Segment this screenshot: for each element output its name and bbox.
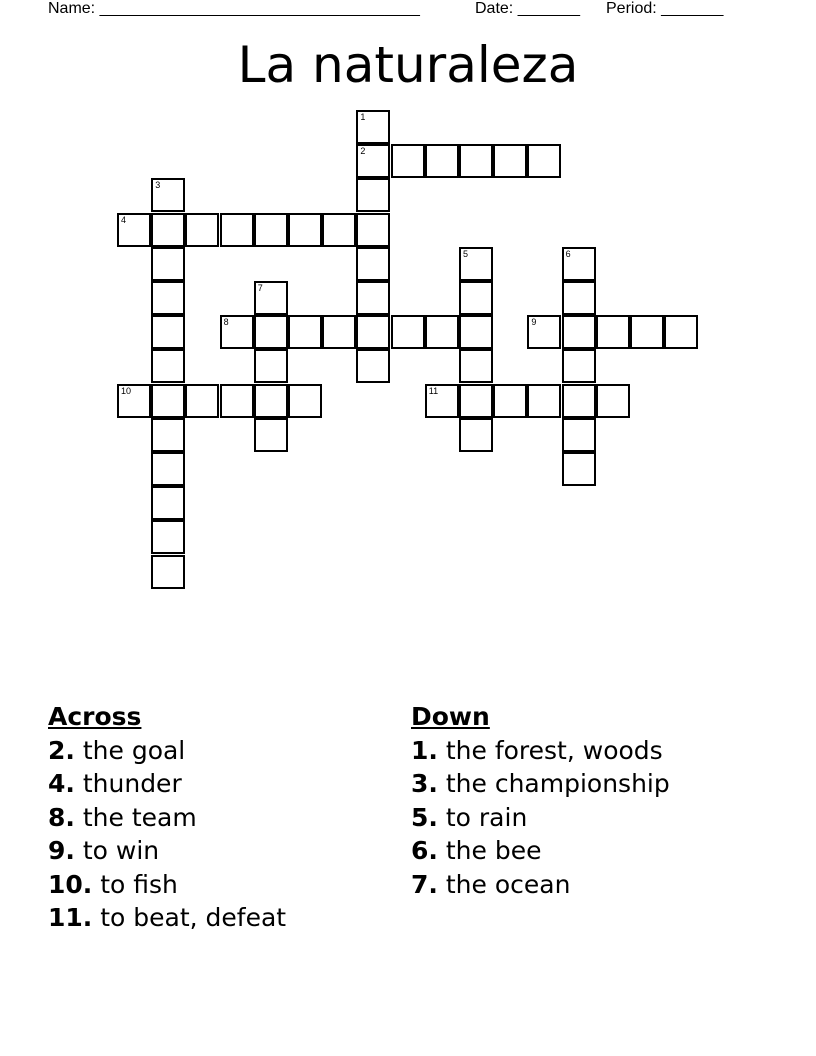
crossword-cell[interactable] [356,281,390,315]
clue-item-text: the championship [437,769,670,799]
crossword-cell[interactable] [151,555,185,589]
crossword-cell[interactable] [185,213,219,247]
crossword-cell[interactable] [185,384,219,418]
clue-number: 7 [257,283,263,293]
across-clue-list [48,734,388,934]
crossword-cell[interactable] [322,213,356,247]
crossword-cell[interactable] [356,178,390,212]
clue-item-number: 11. [48,903,93,933]
clue-item [48,901,388,934]
clue-item-number: 2. [48,736,75,765]
crossword-cell[interactable] [356,247,390,281]
crossword-cell[interactable] [596,384,630,418]
crossword-cell[interactable] [151,178,185,212]
clue-item-text: to win [74,836,160,866]
crossword-cell[interactable] [459,281,493,315]
crossword-cell[interactable] [151,418,185,452]
crossword-cell[interactable] [562,247,596,281]
clue-item-number: 8. [48,802,75,832]
crossword-cell[interactable] [151,281,185,315]
crossword-cell[interactable] [391,144,425,178]
crossword-cell[interactable] [151,247,185,281]
crossword-cell[interactable] [630,315,664,349]
clue-number: 11 [428,385,439,396]
crossword-cell[interactable] [288,315,322,349]
crossword-cell[interactable] [254,418,288,452]
clue-item [48,801,388,834]
clue-item-number: 4. [48,769,75,799]
crossword-cell[interactable] [562,418,596,452]
crossword-cell[interactable] [117,384,151,418]
crossword-cell[interactable] [562,452,596,486]
crossword-cell[interactable] [664,315,698,349]
clue-item-number: 5. [411,802,438,832]
clue-item-text: the bee [437,836,542,866]
clue-item-text: the team [74,802,197,832]
down-clues [411,700,791,901]
clue-number: 4 [121,214,127,225]
crossword-cell[interactable] [459,418,493,452]
crossword-cell[interactable] [151,520,185,554]
clue-number: 3 [155,180,161,191]
crossword-cell[interactable] [596,315,630,349]
crossword-cell[interactable] [459,144,493,178]
clue-item [48,734,388,767]
name-field: Name: ____________________________________ [48,0,420,17]
clue-item-number: 9. [48,836,75,866]
clue-item-number: 6. [411,836,438,866]
clue-item-text: to beat, defeat [92,903,287,933]
crossword-cell[interactable] [254,384,288,418]
crossword-cell[interactable] [459,349,493,383]
clue-number: 9 [531,317,537,328]
crossword-cell[interactable] [356,110,390,144]
page-title: La naturaleza [237,36,579,94]
clue-item-text: the goal [74,736,186,765]
clue-item-text: the ocean [437,869,571,899]
clue-number: 10 [121,385,132,396]
clue-item-number: 7. [411,869,438,899]
clue-item-text: the forest, woods [437,736,663,765]
crossword-cell[interactable] [356,213,390,247]
clue-number: 1 [360,112,366,122]
clue-number: 5 [463,248,469,259]
crossword-cell[interactable] [151,213,185,247]
crossword-cell[interactable] [391,315,425,349]
clue-item-text: thunder [74,769,182,799]
crossword-cell[interactable] [322,315,356,349]
crossword-cell[interactable] [356,315,390,349]
crossword-cell[interactable] [220,315,254,349]
crossword-cell[interactable] [151,384,185,418]
clue-item-text: to fish [92,869,178,899]
clue-item [411,734,791,767]
crossword-cell[interactable] [151,486,185,520]
down-heading: Down [411,702,490,731]
crossword-cell[interactable] [288,213,322,247]
clue-item-number: 3. [411,769,438,799]
crossword-cell[interactable] [288,384,322,418]
crossword-cell[interactable] [151,349,185,383]
down-clue-list [411,734,791,901]
clue-item [411,868,791,901]
clue-item [48,868,388,901]
crossword-cell[interactable] [356,349,390,383]
clue-item [411,834,791,867]
crossword-cell[interactable] [220,213,254,247]
crossword-cell[interactable] [151,452,185,486]
crossword-cell[interactable] [220,384,254,418]
crossword-cell[interactable] [425,315,459,349]
clue-item [48,834,388,867]
clue-item [411,801,791,834]
clue-item [48,767,388,800]
crossword-cell[interactable] [117,213,151,247]
crossword-cell[interactable] [527,315,561,349]
clue-number: 6 [565,248,571,259]
clue-item-number: 10. [48,869,93,899]
across-heading: Across [48,702,142,731]
clue-number: 8 [223,317,229,328]
crossword-cell[interactable] [425,144,459,178]
clue-item [411,767,791,800]
period-field: Period: _______ [606,0,724,17]
clue-item-text: to rain [437,802,528,832]
clue-number: 2 [360,146,366,157]
crossword-cell[interactable] [254,315,288,349]
crossword-cell[interactable] [562,281,596,315]
crossword-cell[interactable] [254,349,288,383]
crossword-cell[interactable] [425,384,459,418]
crossword-cell[interactable] [459,384,493,418]
crossword-cell[interactable] [562,349,596,383]
crossword-cell[interactable] [493,384,527,418]
crossword-cell[interactable] [459,315,493,349]
crossword-cell[interactable] [562,384,596,418]
crossword-cell[interactable] [254,213,288,247]
across-clues [48,700,388,934]
crossword-cell[interactable] [254,281,288,315]
crossword-cell[interactable] [527,144,561,178]
crossword-cell[interactable] [151,315,185,349]
clue-item-number: 1. [411,736,438,765]
crossword-cell[interactable] [459,247,493,281]
crossword-cell[interactable] [562,315,596,349]
crossword-cell[interactable] [493,144,527,178]
crossword-cell[interactable] [356,144,390,178]
crossword-cell[interactable] [527,384,561,418]
date-field: Date: _______ [475,0,580,17]
